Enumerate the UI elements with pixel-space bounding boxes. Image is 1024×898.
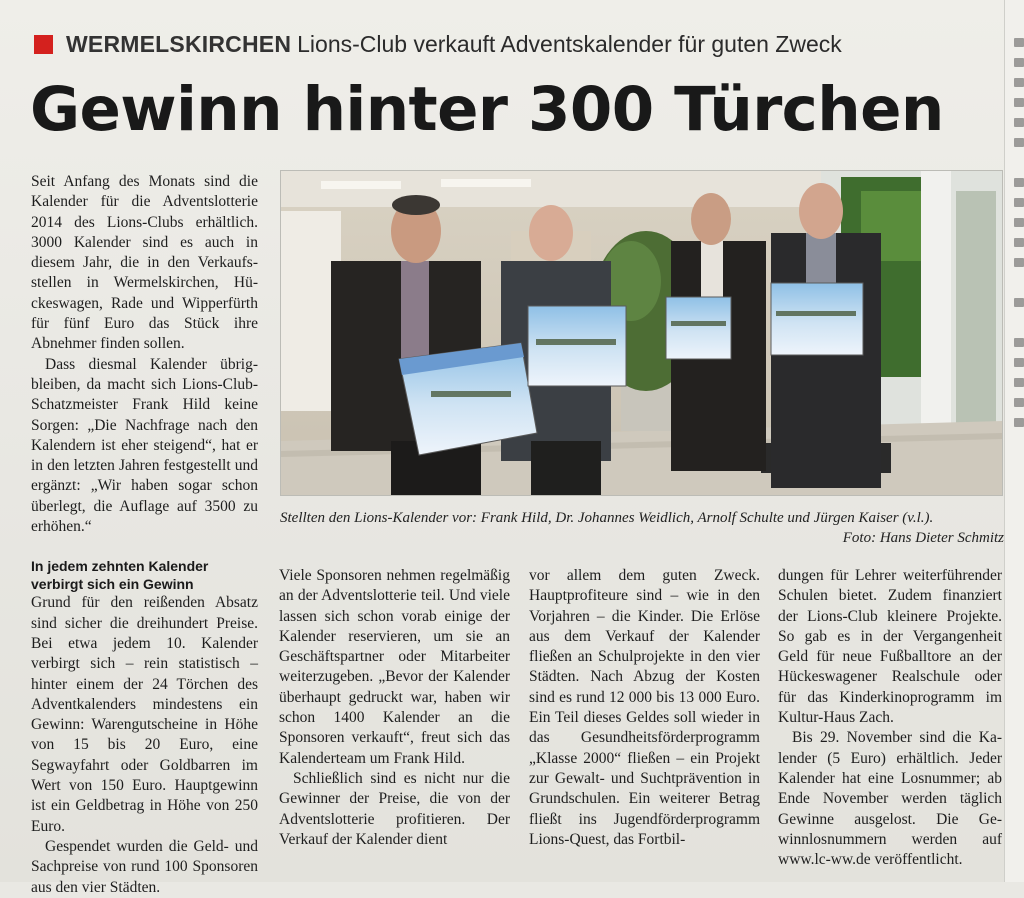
caption-text: Stellten den Lions-Kalender vor: Frank Hild, Dr. Johannes Weidlich, Arnolf Schulte und Jürgen Kaiser (v.l.). xyxy=(280,510,934,526)
subheading: In jedem zehnten Kalender verbirgt sich ein Gewinn xyxy=(31,558,209,593)
paragraph: Dass diesmal Kalender übrigbleiben, da macht sich Lions-Club-Schatzmeister Frank Hild keine Sorgen: „Die Nachfrage nach den Kalendern ist eher steigend“, hat er in den letzten Jahren festgestellt und ergänzt: „Wir haben sogar schon überlegt, die Auflage auf 3500 zu erhöhen.“ xyxy=(31,355,258,536)
paragraph: Seit Anfang des Monats sind die Kalender für die Adventslotterie 2014 des Lions-Clubs erhältlich. 3000 Kalender sind es auch in diesem Jahr, die in den Verkaufsstellen in Wermelskirchen, Hückeswagen, Rade und Wipperfürth für fünf Euro das Stück ihre Abnehmer finden sollen. xyxy=(31,173,258,353)
paragraph: dungen für Lehrer weiterführender Schulen bietet. Zudem finanziert der Lions-Club kleinere Projekte. So gab es in der Vergangenheit Geld für neue Fußballtore an der Hückeswagener Realschule oder für das Kinderkinoprogramm im Kultur-Haus Zach. xyxy=(778,567,1002,727)
paragraph: Gespendet wurden die Geld- und Sachpreise von rund 100 Sponsoren aus den vier Städten. xyxy=(31,837,258,896)
article-column-3 xyxy=(529,566,760,850)
kicker-location: WERMELSKIRCHEN xyxy=(66,31,292,57)
paragraph: Viele Sponsoren nehmen regelmäßig an der Adventslotterie teil. Und viele lassen sich schon vorab einige der Kalender reservieren, um sie an Geschäftspartner oder Mitarbeiter weiterzugeben. „Bevor der Kalender überhaupt gedruckt war, haben wir schon 1400 Kalender an die Sponsoren verkauft“, freut sich das Kalenderteam um Frank Hild. xyxy=(279,567,510,767)
adjacent-article-edge xyxy=(1004,0,1024,882)
red-square-marker xyxy=(34,35,53,54)
paragraph: vor allem dem guten Zweck. Hauptprofiteure sind – wie in den Vorjahren – die Kinder. Die Erlöse aus dem Verkauf der Kalender fließen an Schulprojekte in den vier Städten. Nach Abzug der Kosten sind es rund 12 000 bis 13 000 Euro. Ein Teil dieses Geldes soll wieder in das Gesundheitsförderprogramm „Klasse 2000“ fließen – ein Projekt zur Gewalt- und Suchtprävention in Grundschulen. Ein weiterer Betrag fließt ins Jugendförderprogramm Lions-Quest, das Fortbil- xyxy=(529,567,760,848)
article-column-2 xyxy=(279,566,510,850)
paragraph: Grund für den reißenden Absatz sind sicher die dreihundert Preise. Bei etwa jedem 10. Kalender verbirgt sich – rein statistisch – hinter einem der 24 Törchen des Adventkalenders mindestens ein Gewinn: Warengutscheine in Höhe von 15 bis 20 Euro, eine Segwayfahrt oder Goldbarren im Wert von 150 Euro. Hauptgewinn ist ein Geldbetrag in Höhe von 250 Euro. xyxy=(31,594,258,835)
photo-caption xyxy=(280,508,1004,546)
paragraph: Bis 29. November sind die Kalender (5 Euro) erhältlich. Jeder Kalender hat eine Losnummer; ab Ende November werden täglich Gewinne ausgelost. Die Gewinnlosnummern werden auf www.lc-ww.de veröffentlicht. xyxy=(778,729,1002,869)
headline: Gewinn hinter 300 Türchen xyxy=(30,74,944,145)
kicker-line xyxy=(34,26,994,62)
article-column-4 xyxy=(778,566,1002,870)
kicker-title: Lions-Club verkauft Adventskalender für guten Zweck xyxy=(297,31,842,57)
article-photo xyxy=(280,170,1003,496)
paragraph: Schließlich sind es nicht nur die Gewinner der Preise, die von der Adventslotterie profitieren. Der Verkauf der Kalender dient xyxy=(279,769,510,848)
article-column-1 xyxy=(31,172,258,898)
photo-credit: Foto: Hans Dieter Schmitz xyxy=(842,530,1004,546)
